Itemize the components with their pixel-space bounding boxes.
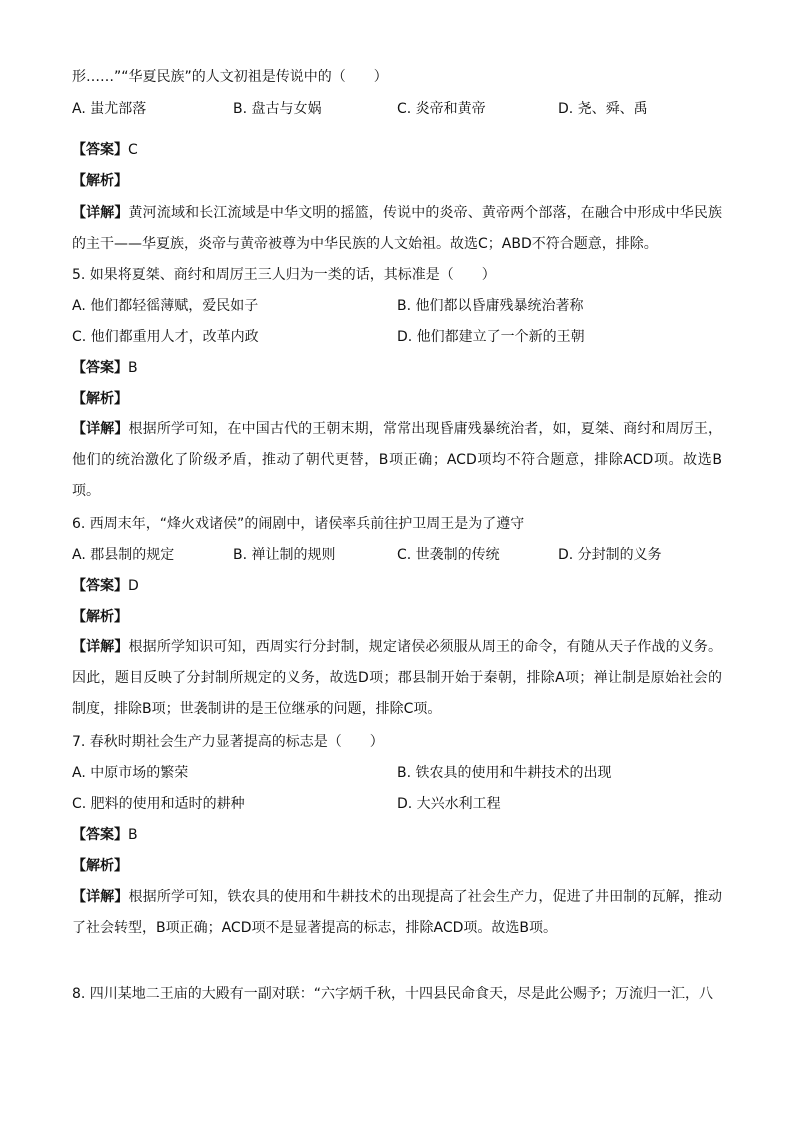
q6-option-a: A. 郡县制的规定 [72, 547, 175, 563]
q4-detail [72, 198, 722, 260]
q8-stem: 8. 四川某地二王庙的大殿有一副对联：“六字炳千秋，十四县民命食天，尽是此公赐予；万流归一汇，八 [72, 986, 714, 1002]
q4-analysis-label: 【解析】 [72, 173, 128, 189]
q4-option-b: B. 盘古与女娲 [233, 101, 322, 117]
q7-answer [72, 825, 138, 845]
q6-detail [72, 632, 722, 725]
q6-option-b: B. 禅让制的规则 [233, 547, 336, 563]
answer-label: 【答案】 [72, 578, 128, 594]
q5-option-d: D. 他们都建立了一个新的王朝 [397, 329, 585, 345]
q5-analysis-label: 【解析】 [72, 391, 128, 407]
q6-answer [72, 576, 139, 596]
detail-label: 【详解】 [72, 889, 129, 905]
q6-stem: 6. 西周末年，“烽火戏诸侯”的闹剧中，诸侯率兵前往护卫周王是为了遵守 [72, 516, 525, 532]
q7-analysis-label: 【解析】 [72, 858, 128, 874]
q7-stem: 7. 春秋时期社会生产力显著提高的标志是（ ） [72, 734, 384, 750]
detail-label: 【详解】 [72, 421, 129, 437]
q5-option-b: B. 他们都以昏庸残暴统治著称 [397, 298, 584, 314]
answer-label: 【答案】 [72, 827, 128, 843]
q5-detail [72, 414, 722, 507]
q4-stem: 形……”“华夏民族”的人文初祖是传说中的（ ） [72, 69, 388, 85]
q4-answer [72, 140, 138, 160]
q5-option-c: C. 他们都重用人才，改革内政 [72, 329, 259, 345]
q5-option-a: A. 他们都轻徭薄赋，爱民如子 [72, 298, 259, 314]
q6-analysis-label: 【解析】 [72, 609, 128, 625]
answer-value: C [128, 142, 138, 158]
answer-label: 【答案】 [72, 142, 128, 158]
q4-option-a: A. 蚩尤部落 [72, 101, 147, 117]
answer-value: B [128, 827, 138, 843]
answer-value: D [128, 578, 139, 594]
q5-answer [72, 358, 138, 378]
q6-option-d: D. 分封制的义务 [558, 547, 662, 563]
q5-stem: 5. 如果将夏桀、商纣和周厉王三人归为一类的话，其标准是（ ） [72, 267, 496, 283]
q6-option-c: C. 世袭制的传统 [397, 547, 500, 563]
detail-text: 根据所学可知，铁农具的使用和牛耕技术的出现提高了社会生产力，促进了井田制的瓦解，推动了社会转型，B项正确；ACD项不是显著提高的标志，排除ACD项。故选B项。 [72, 889, 723, 936]
q4-option-c: C. 炎帝和黄帝 [397, 101, 486, 117]
q7-option-c: C. 肥料的使用和适时的耕种 [72, 796, 245, 812]
q4-option-d: D. 尧、舜、禹 [558, 101, 648, 117]
q7-detail [72, 882, 722, 944]
detail-label: 【详解】 [72, 639, 129, 655]
detail-text: 黄河流域和长江流域是中华文明的摇篮，传说中的炎帝、黄帝两个部落，在融合中形成中华民族的主干——华夏族，炎帝与黄帝被尊为中华民族的人文始祖。故选C；ABD不符合题意，排除。 [72, 205, 723, 252]
q7-option-a: A. 中原市场的繁荣 [72, 765, 189, 781]
q7-option-b: B. 铁农具的使用和牛耕技术的出现 [397, 765, 612, 781]
q7-option-d: D. 大兴水利工程 [397, 796, 501, 812]
answer-label: 【答案】 [72, 360, 128, 376]
detail-text: 根据所学可知，在中国古代的王朝末期，常常出现昏庸残暴统治者，如，夏桀、商纣和周厉王，他们的统治激化了阶级矛盾，推动了朝代更替，B项正确；ACD项均不符合题意，排除ACD项。故选B项。 [72, 421, 723, 499]
detail-text: 根据所学知识可知，西周实行分封制，规定诸侯必须服从周王的命令，有随从天子作战的义务。因此，题目反映了分封制所规定的义务，故选D项；郡县制开始于秦朝，排除A项；禅让制是原始社会的制度，排除B项；世袭制讲的是王位继承的问题，排除C项。 [72, 639, 723, 717]
answer-value: B [128, 360, 138, 376]
detail-label: 【详解】 [72, 205, 129, 221]
